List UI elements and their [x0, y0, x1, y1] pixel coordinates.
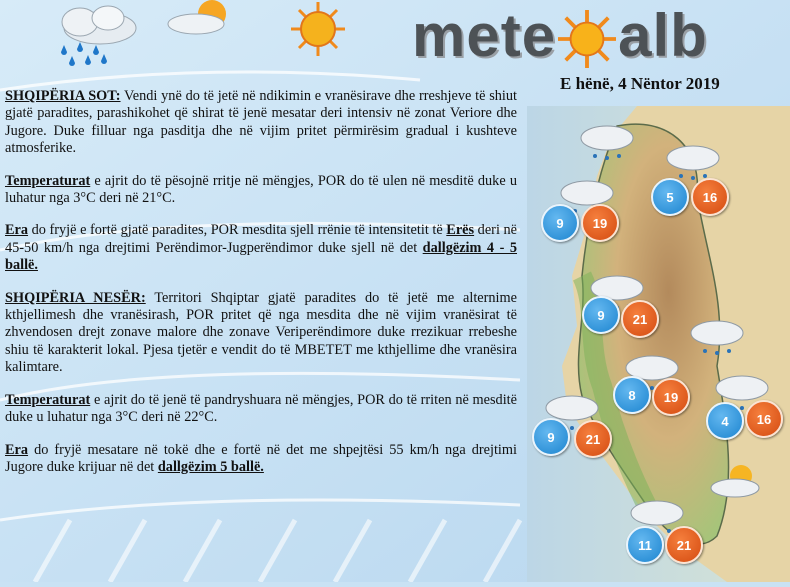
sun-icon [291, 2, 345, 56]
temp-high-badge: 19 [652, 378, 690, 416]
wind-text-a: do fryjë e fortë gjatë paradites, POR mesdita sjell rrënie të intensitetit të [28, 222, 447, 239]
wind2-text-a: do fryjë mesatare në tokë dhe e fortë në det me shpejtësi 55 km/h nga drejtimi Jugore duke krijuar në det [5, 441, 517, 475]
temp-low-badge: 8 [613, 376, 651, 414]
temp-high-badge: 16 [745, 400, 783, 438]
tomorrow-wind-paragraph [5, 442, 517, 477]
header-weather-icons [0, 0, 400, 70]
cloud-rain-icon [577, 116, 637, 166]
temp-high-badge: 21 [574, 420, 612, 458]
wind2-wave: dallgëzim 5 ballë. [157, 458, 264, 475]
wind-era: Erës [446, 222, 475, 239]
logo-text-left: mete [412, 1, 557, 69]
wind-heading-2: Era [5, 441, 29, 458]
wind-heading: Era [5, 222, 29, 239]
cloud-rain-icon [687, 311, 747, 361]
tomorrow-temp-paragraph [5, 392, 517, 427]
temp-high-badge: 21 [665, 526, 703, 564]
tomorrow-paragraph [5, 290, 517, 377]
today-temp-paragraph [5, 173, 517, 208]
albania-map [527, 106, 790, 582]
forecast-date: E hënë, 4 Nëntor 2019 [560, 74, 720, 93]
meteoalb-logo [412, 0, 708, 70]
temp-low-badge: 9 [532, 418, 570, 456]
temp-high-badge: 21 [621, 300, 659, 338]
wind-text-b: deri në 45-50 km/h nga drejtimi Perëndimor-Jugperëndimor duke sjell në det [5, 222, 517, 256]
tomorrow-temp-body: e ajrit do të jenë të pandryshuara në mëngjes, POR do të rriten në mesditë duke u luhatur nga 3°C deri në 22°C. [5, 391, 517, 426]
logo-text-right: alb [618, 1, 708, 69]
tomorrow-body: Territori Shqiptar gjatë paradites do të jetë me alternime kthjellimesh dhe vranësirash, POR pritet që nga mesdita dhe në vijim vranësirat të zhvendosen drejt zonave malore dhe zonave Veriperëndimore duke rrezikuar rrebeshe shiu të karakterit lokal. Pjesa tjetër e vendit do të MBETET me kthjellime dhe vranësira kalimtare. [5, 289, 517, 376]
tomorrow-heading: SHQIPËRIA NESËR: [5, 289, 146, 306]
temp-high-badge: 16 [691, 178, 729, 216]
temp-low-badge: 4 [706, 402, 744, 440]
temp-low-badge: 5 [651, 178, 689, 216]
cloud-rain-icon [61, 6, 136, 66]
temp-high-badge: 19 [581, 204, 619, 242]
today-paragraph [5, 88, 517, 158]
temp-heading: Temperaturat [5, 172, 91, 189]
temp-low-badge: 9 [582, 296, 620, 334]
temp-low-badge: 11 [626, 526, 664, 564]
today-wind-paragraph [5, 222, 517, 274]
temp-low-badge: 9 [541, 204, 579, 242]
wind-wave: dallgëzim 4 - 5 ballë. [5, 239, 517, 274]
partly-sunny-icon [168, 0, 226, 34]
today-heading: SHQIPËRIA SOT: [5, 88, 121, 104]
today-body: Vendi ynë do të jetë në ndikimin e vranësirave dhe rreshjeve të shiut gjatë paradites, parashikohet që shirat të jenë mesatar deri intensiv në zonat Veriore dhe Jugore. Duke filluar nga pasditja dhe në vijim pritet përmirësim gradual i kushteve atmosferike. [5, 88, 517, 157]
temp-heading-2: Temperaturat [5, 391, 91, 408]
today-temp-body: e ajrit do të pësojnë rritje në mëngjes, POR do të ulen në mesditë duke u luhatur nga 3°C deri në 21°C. [5, 172, 517, 207]
logo-sun-icon [558, 10, 616, 68]
forecast-text [5, 88, 517, 491]
partly-sunny-icon [707, 464, 767, 504]
